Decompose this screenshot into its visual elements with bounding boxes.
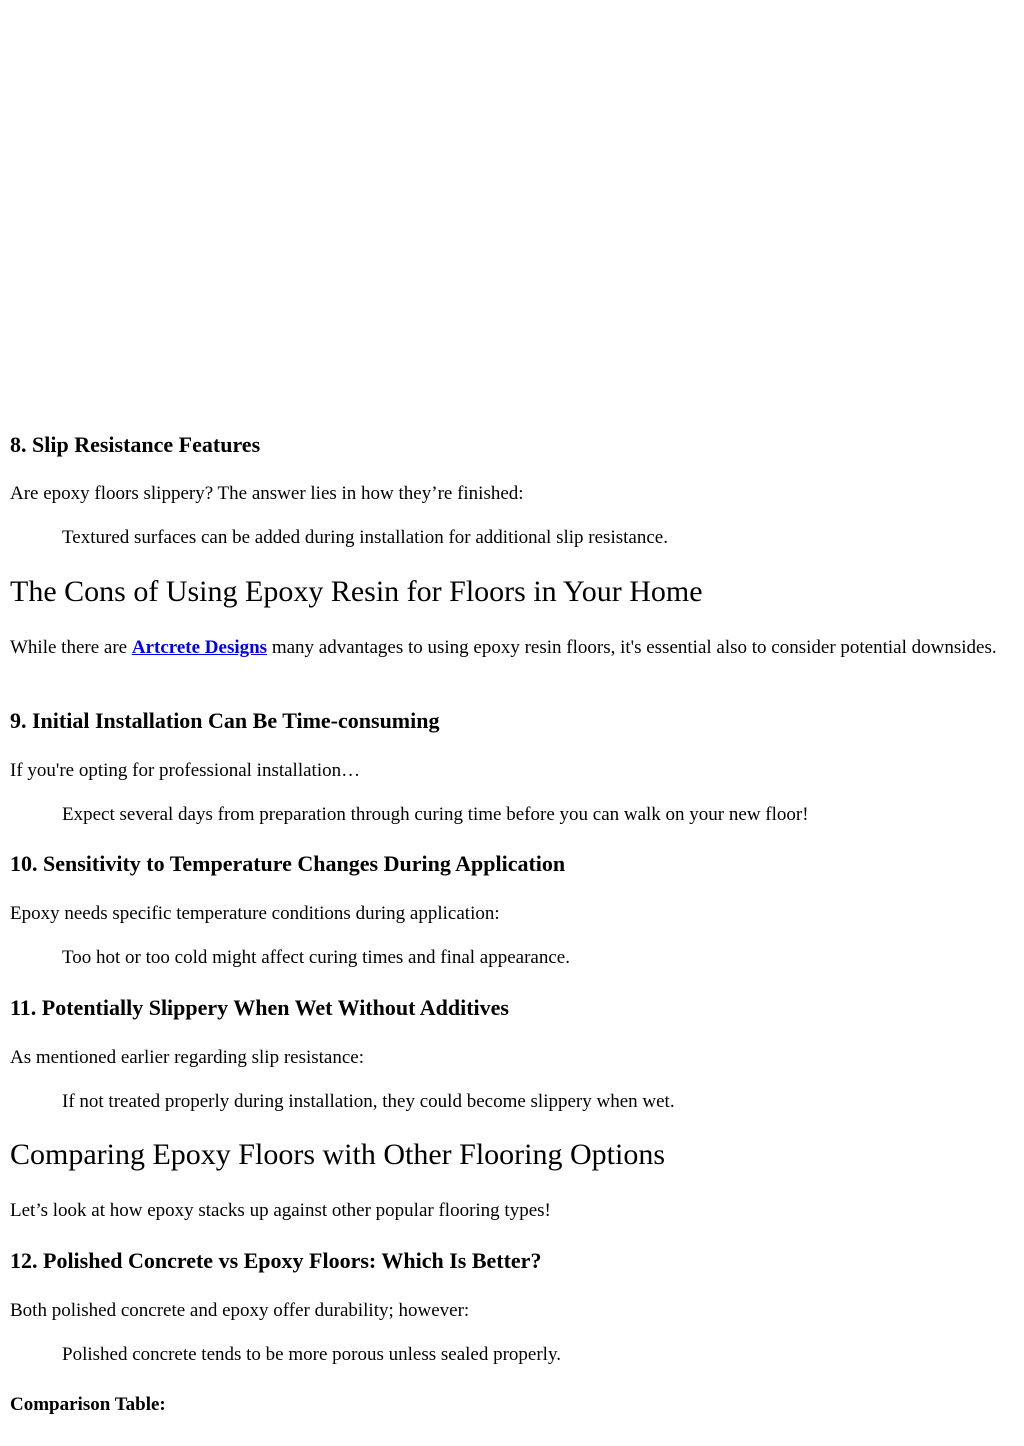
section-11-intro: As mentioned earlier regarding slip resistance: [10,1047,365,1068]
section-12-intro: Both polished concrete and epoxy offer durability; however: [10,1300,470,1321]
compare-heading: Comparing Epoxy Floors with Other Flooring Options [10,1138,665,1171]
section-8-intro: Are epoxy floors slippery? The answer lies in how they’re finished: [10,483,524,504]
section-8-heading: 8. Slip Resistance Features [10,432,261,457]
section-10-intro: Epoxy needs specific temperature conditions during application: [10,903,500,924]
cons-intro [10,636,1000,659]
artcrete-designs-link[interactable]: Artcrete Designs [131,637,268,658]
section-9-intro: If you're opting for professional installation… [10,760,361,781]
cons-intro-before: While there are [10,637,132,658]
compare-intro: Let’s look at how epoxy stacks up against other popular flooring types! [10,1200,551,1221]
section-9-heading: 9. Initial Installation Can Be Time-consuming [10,708,440,733]
section-11-heading: 11. Potentially Slippery When Wet Without Additives [10,995,509,1020]
section-10-quote: Too hot or too cold might affect curing times and final appearance. [62,947,570,968]
cons-intro-after: many advantages to using epoxy resin floors, it's essential also to consider potential downsides. [267,637,997,658]
section-9-quote: Expect several days from preparation through curing time before you can walk on your new floor! [62,804,809,825]
section-12-heading: 12. Polished Concrete vs Epoxy Floors: Which Is Better? [10,1248,542,1273]
section-10-heading: 10. Sensitivity to Temperature Changes During Application [10,851,566,876]
section-11-quote: If not treated properly during installation, they could become slippery when wet. [62,1091,675,1112]
section-8-quote: Textured surfaces can be added during installation for additional slip resistance. [62,527,668,548]
section-12-quote: Polished concrete tends to be more porous unless sealed properly. [62,1344,561,1365]
cons-heading: The Cons of Using Epoxy Resin for Floors in Your Home [10,575,703,608]
comparison-table-label: Comparison Table: [10,1394,166,1415]
